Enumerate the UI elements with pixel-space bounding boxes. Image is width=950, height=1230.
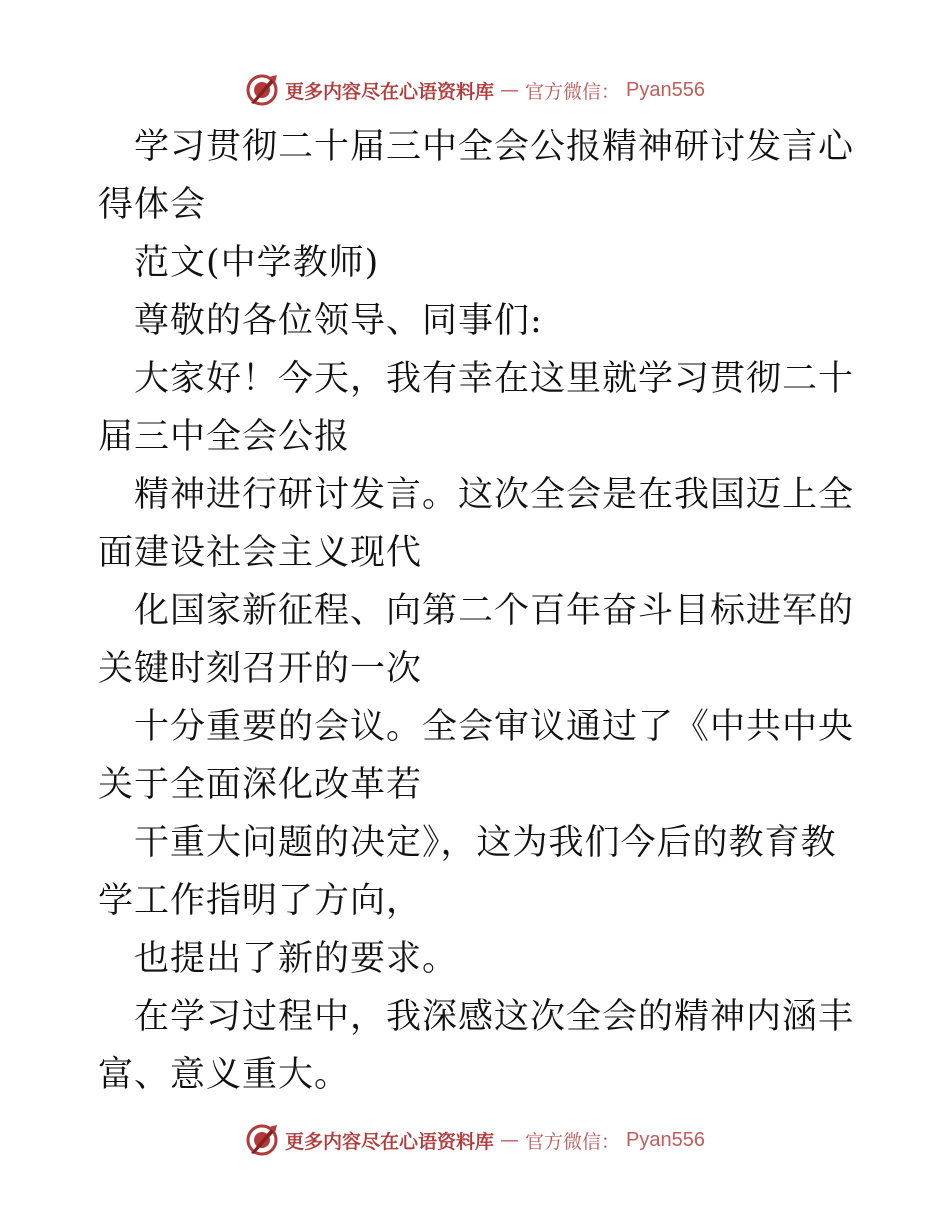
official-label: 官方微信： — [525, 80, 621, 103]
paragraph: 化国家新征程、向第二个百年奋斗目标进军的关键时刻召开的一次 — [98, 591, 855, 689]
brand-separator: — — [500, 1129, 520, 1151]
document-title: 学习贯彻二十届三中全会公报精神研讨发言心得体会 — [98, 127, 855, 225]
paragraph: 十分重要的会议。全会审议通过了《中共中央关于全面深化改革若 — [98, 707, 855, 805]
brand-separator: — — [500, 79, 520, 101]
paragraph: 大家好！今天，我有幸在这里就学习贯彻二十届三中全会公报 — [98, 359, 855, 457]
paragraph: 也提出了新的要求。 — [134, 939, 459, 979]
official-label: 官方微信： — [525, 1130, 621, 1153]
document-body — [98, 118, 858, 1104]
document-subtitle: 范文(中学教师) — [134, 243, 380, 283]
footer-watermark — [0, 1120, 950, 1160]
paragraph: 干重大问题的决定》，这为我们今后的教育教学工作指明了方向， — [98, 823, 837, 921]
brand-name: 更多内容尽在心语资料库 — [285, 80, 495, 103]
quill-pen-logo-icon — [245, 73, 279, 107]
paragraph: 精神进行研讨发言。这次全会是在我国迈上全面建设社会主义现代 — [98, 475, 855, 573]
brand-name: 更多内容尽在心语资料库 — [285, 1130, 495, 1153]
header-watermark — [0, 70, 950, 110]
account-id: Pyan556 — [626, 78, 705, 101]
account-id: Pyan556 — [626, 1128, 705, 1151]
quill-pen-logo-icon — [245, 1123, 279, 1157]
salutation: 尊敬的各位领导、同事们: — [134, 301, 543, 341]
paragraph: 在学习过程中，我深感这次全会的精神内涵丰富、意义重大。 — [98, 997, 855, 1095]
